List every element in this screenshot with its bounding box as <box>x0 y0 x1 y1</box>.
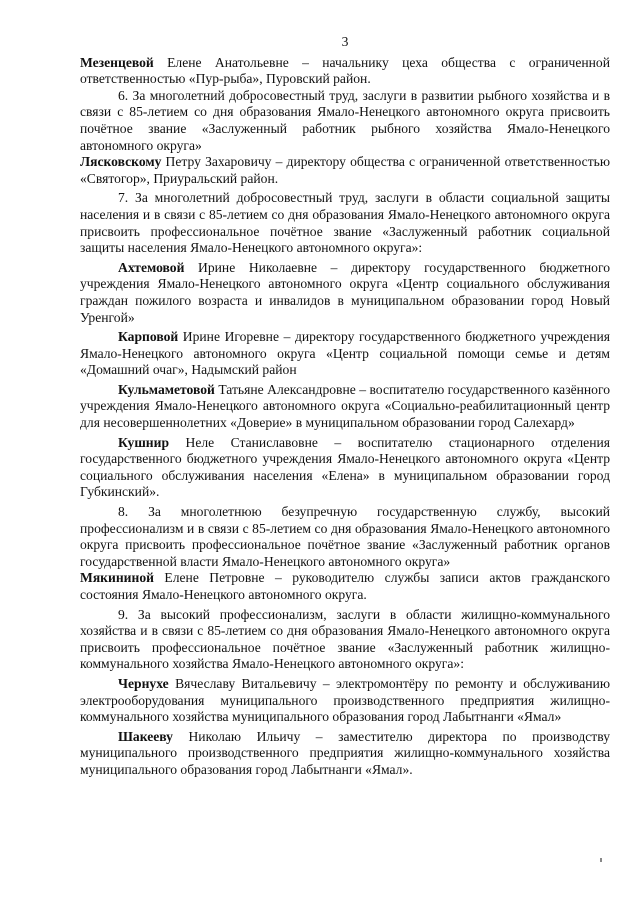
recipient-surname: Лясковскому <box>80 154 162 170</box>
recipient-details: Елене Анатольевне – начальнику цеха общества с ограниченной ответственностью «Пур-рыба», Пуровский район. <box>80 54 610 87</box>
recipient-details: Николаю Ильичу – заместителю директора по производству муниципального производственного предприятия жилищно-коммунального хозяйства муниципального образования город Лабытнанги «Ямал». <box>80 728 610 777</box>
recipient-surname: Кушнир <box>118 434 170 450</box>
recipient-surname: Кульмаметовой <box>118 381 215 397</box>
recipient-surname: Мякининой <box>80 570 154 586</box>
recipient-surname: Ахтемовой <box>118 259 185 275</box>
recipient-surname: Мезенцевой <box>80 54 154 70</box>
recipient-details: Петру Захаровичу – директору общества с ограниченной ответственностью «Святогор», Приуральский район. <box>80 154 610 186</box>
recipient-details: Татьяне Александровне – воспитателю государственного казённого учреждения Ямало-Ненецкого автономного округа «Социально-реабилитационный центр для несовершеннолетних «Доверие» в муниципальном образовании город Салехард» <box>80 381 610 431</box>
recipient-details: Неле Станиславовне – воспитателю стационарного отделения государственного бюджетного учреждения Ямало-Ненецкого автономного округа «Центр социального обслуживания населения «Елена» в муниципальном образовании город Губкинский». <box>80 434 610 500</box>
document-page <box>80 34 610 779</box>
decree-clause-6: 6. За многолетний добросовестный труд, заслуги в развитии рыбного хозяйства и в связи с 85-летием со дня образования Ямало-Ненецкого автономного округа присвоить почётное звание «Заслуженный работник рыбного хозяйства Ямало-Ненецкого автономного округа» <box>80 87 610 153</box>
award-paragraph-chernukha <box>80 676 610 726</box>
award-paragraph-kushnir <box>80 435 610 501</box>
recipient-details: Ирине Николаевне – директору государственного бюджетного учреждения Ямало-Ненецкого автономного округа «Центр социального обслуживания граждан пожилого возраста и инвалидов в муниципальном образовании город Новый Уренгой» <box>80 259 610 325</box>
scan-mark <box>600 858 602 862</box>
award-paragraph-akhtemova <box>80 260 610 326</box>
decree-clause-7: 7. За многолетний добросовестный труд, заслуги в области социальной защиты населения и в связи с 85-летием со дня образования Ямало-Ненецкого автономного округа присвоить профессиональное почётное звание «Заслуженный работник социальной защиты населения Ямало-Ненецкого автономного округа»: <box>80 190 610 256</box>
award-paragraph-myakinina <box>80 570 610 603</box>
decree-clause-8: 8. За многолетнюю безупречную государственную службу, высокий профессионализм и в связи с 85-летием со дня образования Ямало-Ненецкого автономного округа присвоить профессиональное почётное звание «Заслуженный работник органов государственной власти Ямало-Ненецкого автономного округа» <box>80 504 610 569</box>
decree-clause-9: 9. За высокий профессионализм, заслуги в области жилищно-коммунального хозяйства и в связи с 85-летием со дня образования Ямало-Ненецкого автономного округа присвоить профессиональное почётное звание «Заслуженный работник жилищно-коммунального хозяйства Ямало-Ненецкого автономного округа»: <box>80 606 610 672</box>
recipient-surname: Шакееву <box>118 728 173 744</box>
award-paragraph-karpova <box>80 329 610 379</box>
page-number: 3 <box>341 34 349 49</box>
award-paragraph-mezentseva <box>80 55 610 88</box>
recipient-surname: Карповой <box>118 329 179 345</box>
award-paragraph-shakeev <box>80 729 610 779</box>
award-paragraph-kulmametova <box>80 382 610 432</box>
recipient-surname: Чернухе <box>118 675 169 691</box>
award-paragraph-lyaskovsky <box>80 154 610 187</box>
recipient-details: Ирине Игоревне – директору государственного бюджетного учреждения Ямало-Ненецкого автономного округа «Центр социальной помощи семье и детям «Домашний очаг», Надымский район <box>80 329 610 378</box>
recipient-details: Вячеславу Витальевичу – электромонтёру по ремонту и обслуживанию электрооборудования муниципального производственного предприятия жилищно-коммунального хозяйства муниципального образования город Лабытнанги «Ямал» <box>80 675 610 725</box>
recipient-details: Елене Петровне – руководителю службы записи актов гражданского состояния Ямало-Ненецкого автономного округа. <box>80 570 610 602</box>
